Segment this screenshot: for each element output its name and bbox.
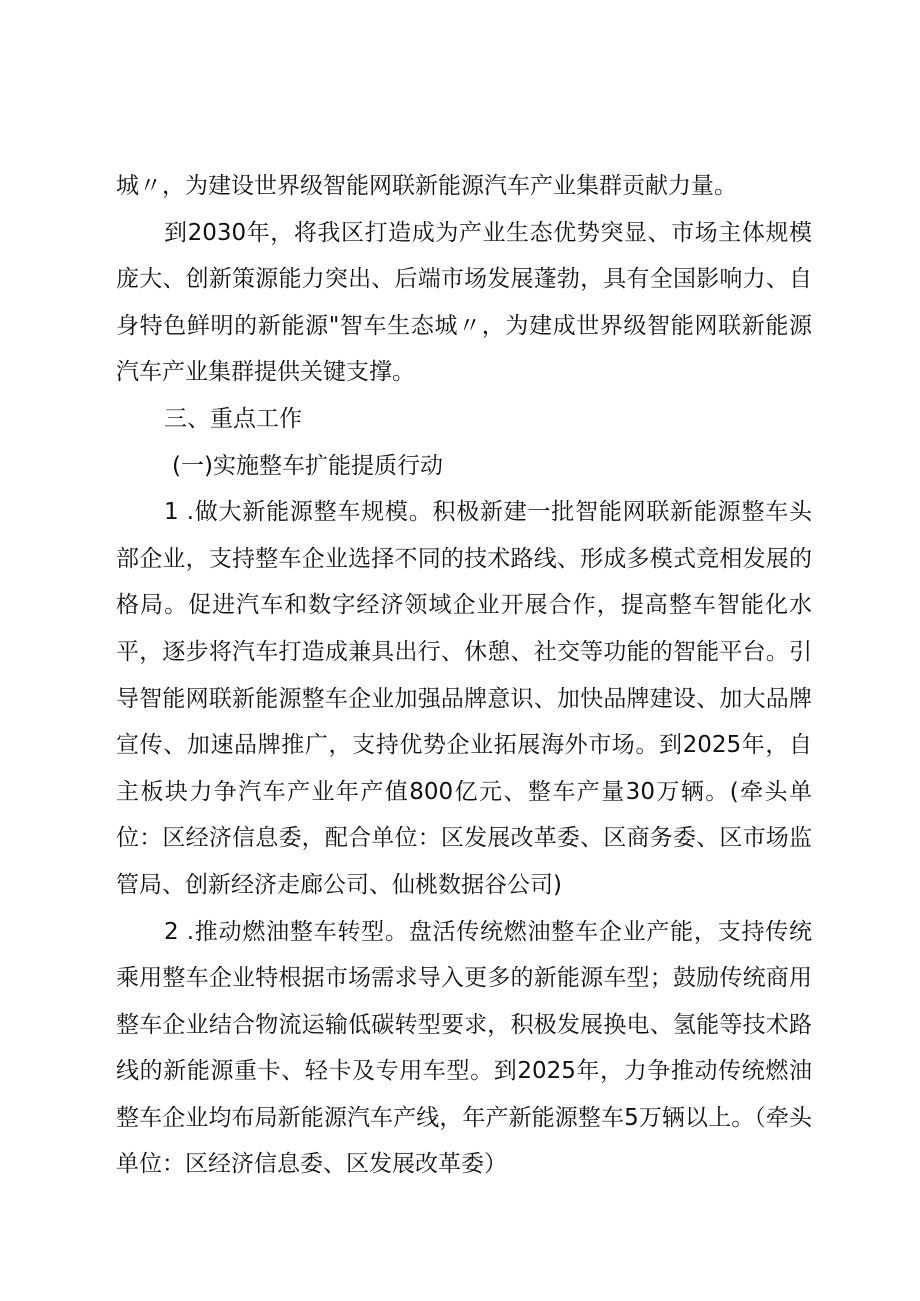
subsection-heading: (一)实施整车扩能提质行动 (172, 452, 443, 479)
section-heading: 三、重点工作 (164, 405, 302, 432)
paragraph-item-1: 1 .做大新能源整车规模。积极新建一批智能网联新能源整车头部企业，支持整车企业选择不同的技术路线、形成多模式竞相发展的格局。促进汽车和数字经济领域企业开展合作，提高整车智能化水平，逐步将汽车打造成兼具出行、休憩、社交等功能的智能平台。引导智能网联新能源整车企业加强品牌意识、加快品牌建设、加大品牌宣传、加速品牌推广，支持优势企业拓展海外市场。到2025年，自主板块力争汽车产业年产值800亿元、整车产量30万辆。(牵头单位：区经济信息委，配合单位：区发展改革委、区商务委、区市场监管局、创新经济走廊公司、仙桃数据谷公司) (116, 499, 812, 898)
paragraph-continuation: 城〃，为建设世界级智能网联新能源汽车产业集群贡献力量。 (116, 173, 737, 199)
paragraph-item-2: 2 .推动燃油整车转型。盘活传统燃油整车企业产能，支持传统乘用整车企业特根据市场需求导入更多的新能源车型；鼓励传统商用整车企业结合物流运输低碳转型要求，积极发展换电、氢能等技术路线的新能源重卡、轻卡及专用车型。到2025年，力争推动传统燃油整车企业均布局新能源汽车产线，年产新能源整车5万辆以上。（牵头单位：区经济信息委、区发展改革委） (116, 918, 812, 1178)
paragraph-2030-goal: 到2030年，将我区打造成为产业生态优势突显、市场主体规模庞大、创新策源能力突出、后端市场发展蓬勃，具有全国影响力、自身特色鲜明的新能源"智车生态城〃，为建成世界级智能网联新能源汽车产业集群提供关键支撑。 (116, 219, 812, 386)
document-body (116, 163, 812, 1188)
